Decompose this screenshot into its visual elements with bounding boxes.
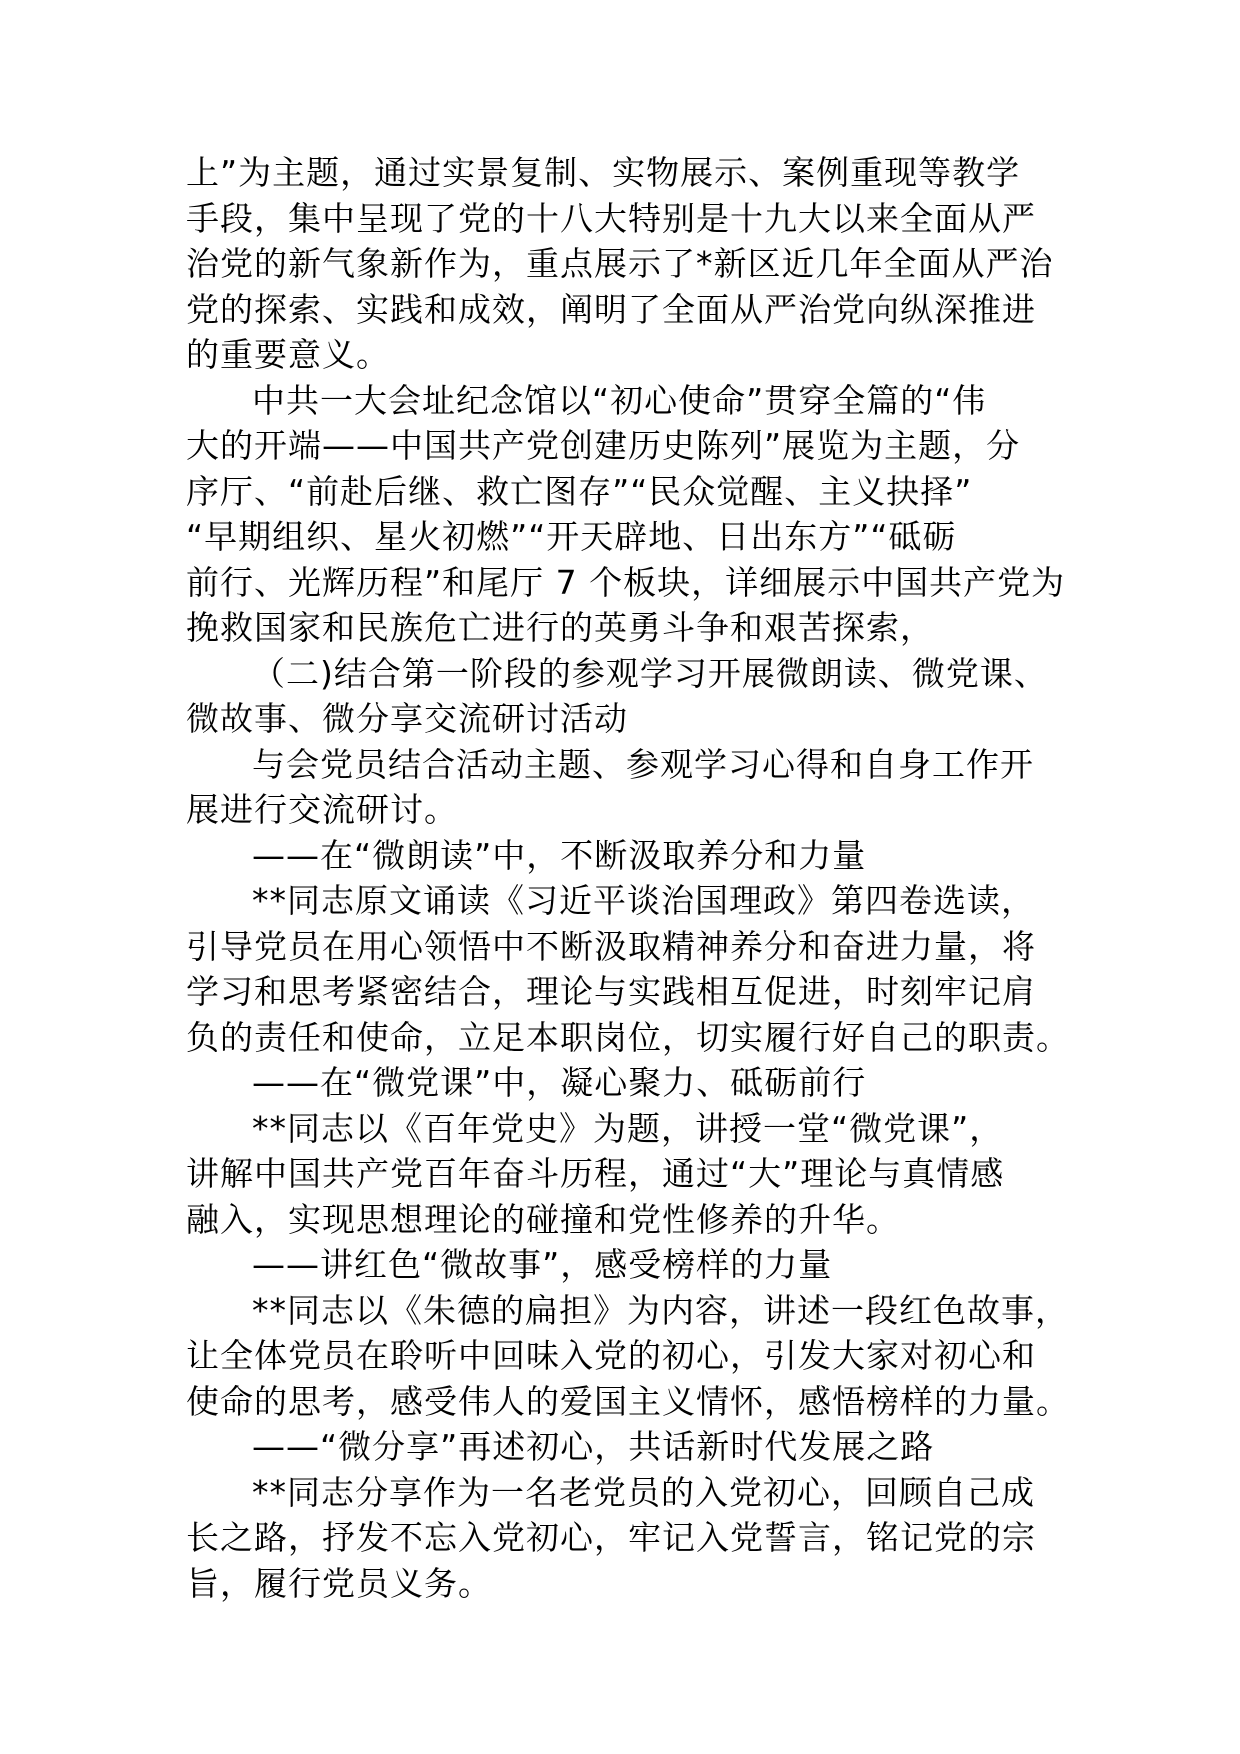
text-line: 融入，实现思想理论的碰撞和党性修养的升华。: [186, 1199, 900, 1239]
document-body: [186, 150, 1070, 1606]
subheading: ——讲红色“微故事”，感受榜样的力量: [252, 1245, 833, 1284]
text-line: 展进行交流研讨。: [186, 790, 458, 829]
text-line: 中共一大会址纪念馆以“初心使命”贯穿全篇的“伟: [252, 380, 987, 420]
text-line: **同志原文诵读《习近平谈治国理政》第四卷选读，: [252, 881, 1035, 920]
text-line: **同志分享作为一名老党员的入党初心，回顾自己成: [252, 1472, 1035, 1512]
subheading: ——在“微朗读”中，不断汲取养分和力量: [252, 835, 867, 875]
text-line: 与会党员结合活动主题、参观学习心得和自身工作开: [252, 744, 1034, 784]
text-line: 的重要意义。: [186, 335, 390, 374]
text-line: 引导党员在用心领悟中不断汲取精神养分和奋进力量，将: [186, 926, 1036, 966]
text-line: 挽救国家和民族危亡进行的英勇斗争和艰苦探索，: [186, 608, 934, 647]
text-line: 党的探索、实践和成效，阐明了全面从严治党向纵深推进: [186, 289, 1036, 329]
text-line: 长之路，抒发不忘入党初心，牢记入党誓言，铭记党的宗: [186, 1518, 1036, 1557]
text-line: 治党的新气象新作为，重点展示了*新区近几年全面从严治: [186, 244, 1054, 283]
text-line: 大的开端——中国共产党创建历史陈列”展览为主题，分: [186, 426, 1021, 465]
text-line: 负的责任和使命，立足本职岗位，切实履行好自己的职责。: [186, 1017, 1070, 1057]
text-line: **同志以《朱德的扁担》为内容，讲述一段红色故事，: [252, 1290, 1069, 1330]
text-line: 序厅、“前赴后继、救亡图存”“民众觉醒、主义抉择”: [186, 471, 973, 511]
text-line: 上”为主题，通过实景复制、实物展示、案例重现等教学: [186, 153, 1021, 192]
text-line: “早期组织、星火初燃”“开天辟地、日出东方”“砥砺: [186, 517, 957, 556]
section-heading: 微故事、微分享交流研讨活动: [186, 699, 628, 738]
text-line: 学习和思考紧密结合，理论与实践相互促进，时刻牢记肩: [186, 972, 1036, 1011]
text-line: 旨，履行党员义务。: [186, 1563, 492, 1603]
text-line: **同志以《百年党史》为题，讲授一堂“微党课”，: [252, 1108, 1004, 1148]
text-line: 手段，集中呈现了党的十八大特别是十九大以来全面从严: [186, 198, 1036, 238]
text-line: 让全体党员在聆听中回味入党的初心，引发大家对初心和: [186, 1336, 1036, 1375]
text-line: 前行、光辉历程”和尾厅 7 个板块，详细展示中国共产党为: [186, 562, 1066, 602]
subheading: ——“微分享”再述初心，共话新时代发展之路: [252, 1427, 935, 1466]
subheading: ——在“微党课”中，凝心聚力、砥砺前行: [252, 1063, 867, 1102]
text-line: 讲解中国共产党百年奋斗历程，通过“大”理论与真情感: [186, 1154, 1005, 1193]
section-heading: （二)结合第一阶段的参观学习开展微朗读、微党课、: [252, 653, 1048, 693]
text-line: 使命的思考，感受伟人的爱国主义情怀，感悟榜样的力量。: [186, 1381, 1070, 1421]
